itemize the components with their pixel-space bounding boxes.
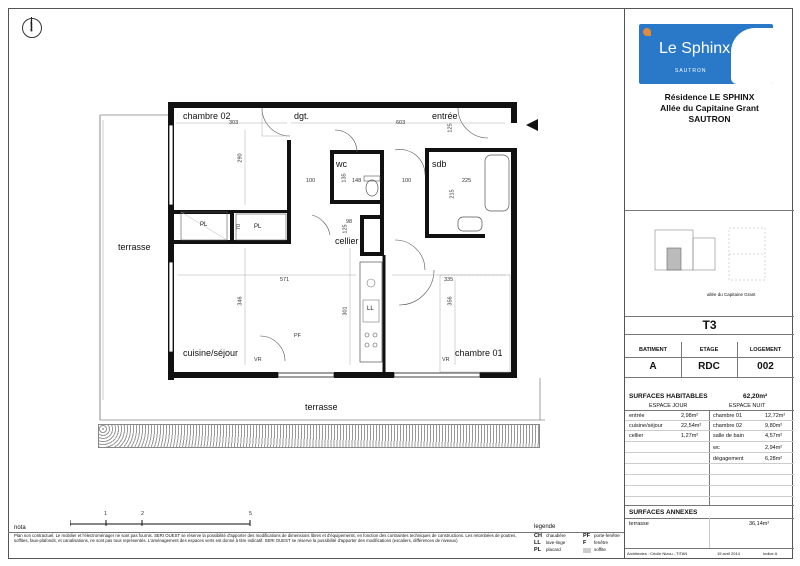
logement-label: LOGEMENT <box>749 347 782 353</box>
espace-jour-label: ESPACE JOUR <box>649 403 688 409</box>
apartment-type: T3 <box>702 318 717 332</box>
panel-divider-9 <box>625 548 794 549</box>
row-line-2 <box>625 430 794 431</box>
residence-name: Résidence LE SPHINX <box>664 92 755 102</box>
etage-label: ETAGE <box>699 347 719 353</box>
jour-entree-value: 2,98m² <box>681 413 699 419</box>
dim-215: 215 <box>449 189 456 199</box>
dim-335: 335 <box>444 277 454 283</box>
annexe-terrasse-name: terrasse <box>629 521 649 527</box>
dim-100a: 100 <box>306 178 316 184</box>
legend-text-ch: chaudière <box>546 533 566 538</box>
scale-tick-5: 5 <box>249 511 253 517</box>
legend-code-pl: PL <box>534 547 542 553</box>
legend-title: legende <box>534 524 556 530</box>
note-title: nota <box>14 525 26 531</box>
nuit-wc-name: wc <box>713 445 720 451</box>
legend <box>534 533 622 559</box>
dim-346: 346 <box>237 296 244 306</box>
dim-125a: 125 <box>447 123 454 133</box>
surfaces-label: SURFACES HABITABLES <box>629 393 708 400</box>
dim-603: 603 <box>396 120 406 126</box>
panel-vdivider-3 <box>709 410 710 505</box>
fixture-pl-2: PL <box>254 224 262 230</box>
dim-70: 70 <box>236 223 243 231</box>
room-terrasse-left: terrasse <box>118 242 151 252</box>
room-sdb: sdb <box>432 159 447 169</box>
row-line-4 <box>625 452 794 453</box>
legend-text-pf: porte-fenêtre <box>594 533 620 538</box>
room-cuisine: cuisine/séjour <box>183 348 239 358</box>
legend-code-pf: PF <box>583 533 591 539</box>
legend-code-ch: CH <box>534 533 542 539</box>
panel-vdivider-4 <box>709 518 710 548</box>
jour-cuisine-name: cuisine/séjour <box>629 423 663 429</box>
row-line-8 <box>625 496 794 497</box>
legend-text-f: fenêtre <box>594 540 609 545</box>
nuit-sdb-name: salle de bain <box>713 433 744 439</box>
row-line-6 <box>625 474 794 475</box>
logement-value: 002 <box>757 361 774 372</box>
panel-divider-1 <box>625 210 794 211</box>
scale-bar <box>70 514 260 528</box>
site-mini-plan <box>645 220 775 290</box>
fixture-vr-2: VR <box>442 357 450 363</box>
plan-date: 15 avril 2014 <box>717 551 740 556</box>
fixture-pl-1: PL <box>200 222 208 228</box>
row-line-1 <box>625 420 794 421</box>
dim-98: 98 <box>346 219 353 225</box>
batiment-label: BATIMENT <box>638 347 667 353</box>
landscaping-strip <box>98 424 540 448</box>
nuit-sdb-value: 4,57m² <box>765 433 783 439</box>
room-cellier: cellier <box>335 236 359 246</box>
dim-125b: 125 <box>342 224 349 234</box>
fixture-ll: LL <box>367 306 374 312</box>
jour-cuisine-value: 22,54m² <box>681 423 702 429</box>
nuit-wc-value: 2,94m² <box>765 445 783 451</box>
panel-divider-4 <box>625 357 794 358</box>
dim-100b: 100 <box>402 178 412 184</box>
jour-cellier-name: cellier <box>629 433 644 439</box>
legend-code-ll: LL <box>534 540 541 546</box>
dim-301: 301 <box>342 306 349 316</box>
scale-tick-2: 2 <box>141 511 145 517</box>
nuit-degagement-name: dégagement <box>713 456 744 462</box>
room-wc: wc <box>336 159 347 169</box>
nuit-chambre02-name: chambre 02 <box>713 423 743 429</box>
title-block <box>624 8 794 559</box>
north-label: NORD <box>29 20 34 32</box>
legend-text-pl: placard <box>546 547 561 552</box>
dim-571: 571 <box>280 277 290 283</box>
dim-290: 290 <box>237 153 244 163</box>
espace-nuit-label: ESPACE NUIT <box>729 403 766 409</box>
logo-sub: SAUTRON <box>675 68 707 74</box>
dim-303: 303 <box>229 120 239 126</box>
logo-text: Le Sphinx <box>659 40 731 57</box>
scale-tick-1: 1 <box>104 511 108 517</box>
panel-vdivider-2 <box>737 342 738 377</box>
panel-divider-7 <box>625 505 794 506</box>
room-entree: entrée <box>432 111 458 121</box>
surfaces-total: 62,20m² <box>743 393 768 400</box>
nuit-chambre01-value: 12,72m² <box>765 413 786 419</box>
residence-city: SAUTRON <box>688 114 731 124</box>
legend-code-f: F <box>583 540 587 546</box>
soffite-swatch-icon <box>583 548 591 553</box>
legend-text-soffite: soffite <box>594 547 606 552</box>
room-terrasse-bottom: terrasse <box>305 402 338 412</box>
row-line-3 <box>625 441 794 442</box>
row-line-5 <box>625 463 794 464</box>
dim-135: 135 <box>341 173 348 183</box>
jour-cellier-value: 1,27m² <box>681 433 699 439</box>
annexe-terrasse-value: 36,14m² <box>749 521 770 527</box>
sphinx-head-icon <box>731 28 773 84</box>
residence-address: Allée du Capitaine Grant <box>660 103 759 113</box>
nuit-degagement-value: 6,28m² <box>765 456 783 462</box>
batiment-value: A <box>649 361 657 372</box>
jour-entree-name: entrée <box>629 413 645 419</box>
room-chambre01: chambre 01 <box>455 348 503 358</box>
dim-225: 225 <box>462 178 472 184</box>
logo <box>639 24 773 84</box>
panel-divider-3 <box>625 334 794 335</box>
note-text: Plan non contractuel. Le mobilier et l'électroménager ne sont pas fournis. SERI OUEST se réserve la possibilité d'apporter des modifications de dimensions libres et d'équipements, en fonction des contraintes techniques de constructions. Les retombées de poutres, soffites, faux-plafonds, et canalisations, ne sont pas tous représentés. L'aménagement des espaces verts est donné à titre indicatif. SERI OUEST se réserve la possibilité d'apporter des modifications (escaliers, différences de niveaux) <box>14 533 517 544</box>
panel-divider-5 <box>625 377 794 378</box>
annexes-label: SURFACES ANNEXES <box>629 509 698 516</box>
logo-ornament-icon <box>643 28 651 36</box>
legend-text-ll: lave-linge <box>546 540 566 545</box>
mini-plan-caption: allée du Capitaine Grant <box>707 292 756 297</box>
nuit-chambre01-name: chambre 01 <box>713 413 743 419</box>
architect: Architectes : Cécile Nizou - TITAN <box>627 551 688 556</box>
panel-vdivider-1 <box>681 342 682 377</box>
dim-356: 356 <box>447 296 454 306</box>
room-dgt: dgt. <box>294 111 310 121</box>
fixture-pf: PF <box>294 333 302 339</box>
row-line-7 <box>625 485 794 486</box>
nuit-chambre02-value: 9,80m² <box>765 423 783 429</box>
panel-divider-2 <box>625 316 794 317</box>
room-chambre02: chambre 02 <box>183 111 231 121</box>
plan-index: Indice A <box>763 551 778 556</box>
dim-148: 148 <box>352 178 362 184</box>
etage-value: RDC <box>698 361 720 372</box>
fixture-vr-1: VR <box>254 357 262 363</box>
